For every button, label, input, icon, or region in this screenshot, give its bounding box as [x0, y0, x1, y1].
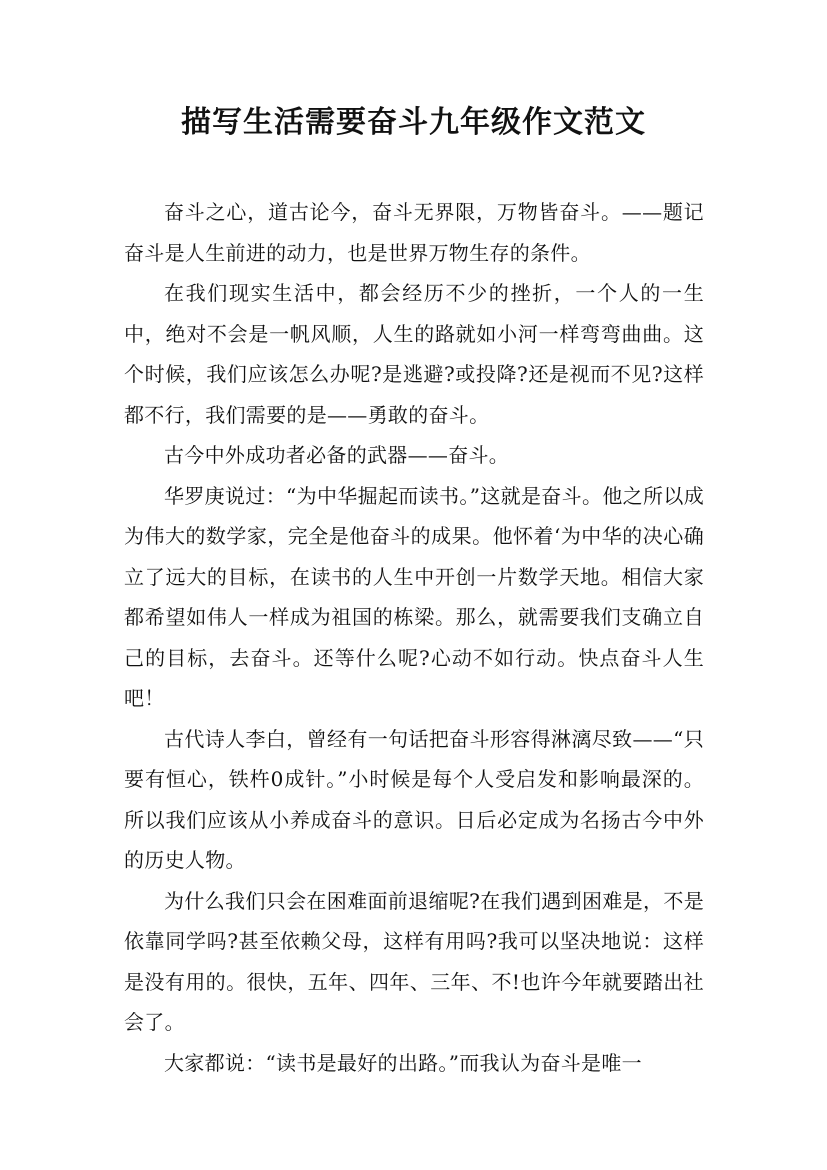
- paragraph-7: 大家都说：“读书是最好的出路。”而我认为奋斗是唯一: [164, 1050, 642, 1075]
- paragraph-2: 在我们现实生活中，都会经历不少的挫折，一个人的一生中，绝对不会是一帆风顺，人生的路就如小河一样弯弯曲曲。这个时候，我们应该怎么办呢?是逃避?或投降?还是视而不见?这样都不行，我们需要的是——勇敢的奋斗。: [124, 281, 704, 427]
- paragraph-4: 华罗庚说过：“为中华掘起而读书。”这就是奋斗。他之所以成为伟大的数学家，完全是他奋斗的成果。他怀着‘为中华的决心确立了远大的目标，在读书的人生中开创一片数学天地。相信大家都希望如伟人一样成为祖国的栋梁。那么，就需要我们支确立自己的目标，去奋斗。还等什么呢?心动不如行动。快点奋斗人生吧！: [124, 483, 704, 710]
- paragraph-5: 古代诗人李白，曾经有一句话把奋斗形容得淋漓尽致——“只要有恒心，铁杵0成针。”小时候是每个人受启发和影响最深的。所以我们应该从小养成奋斗的意识。日后必定成为名扬古今中外的历史人物。: [124, 726, 704, 872]
- paragraph-6: 为什么我们只会在困难面前退缩呢?在我们遇到困难是，不是依靠同学吗?甚至依赖父母，这样有用吗?我可以坚决地说：这样是没有用的。很快，五年、四年、三年、不!也许今年就要踏出社会了。: [124, 888, 704, 1034]
- document-title: 描写生活需要奋斗九年级作文范文: [181, 105, 646, 140]
- paragraph-3: 古今中外成功者必备的武器——奋斗。: [164, 443, 510, 467]
- document-body: [124, 192, 704, 1083]
- paragraph-1: 奋斗之心，道古论今，奋斗无界限，万物皆奋斗。——题记奋斗是人生前进的动力，也是世界万物生存的条件。: [124, 200, 704, 265]
